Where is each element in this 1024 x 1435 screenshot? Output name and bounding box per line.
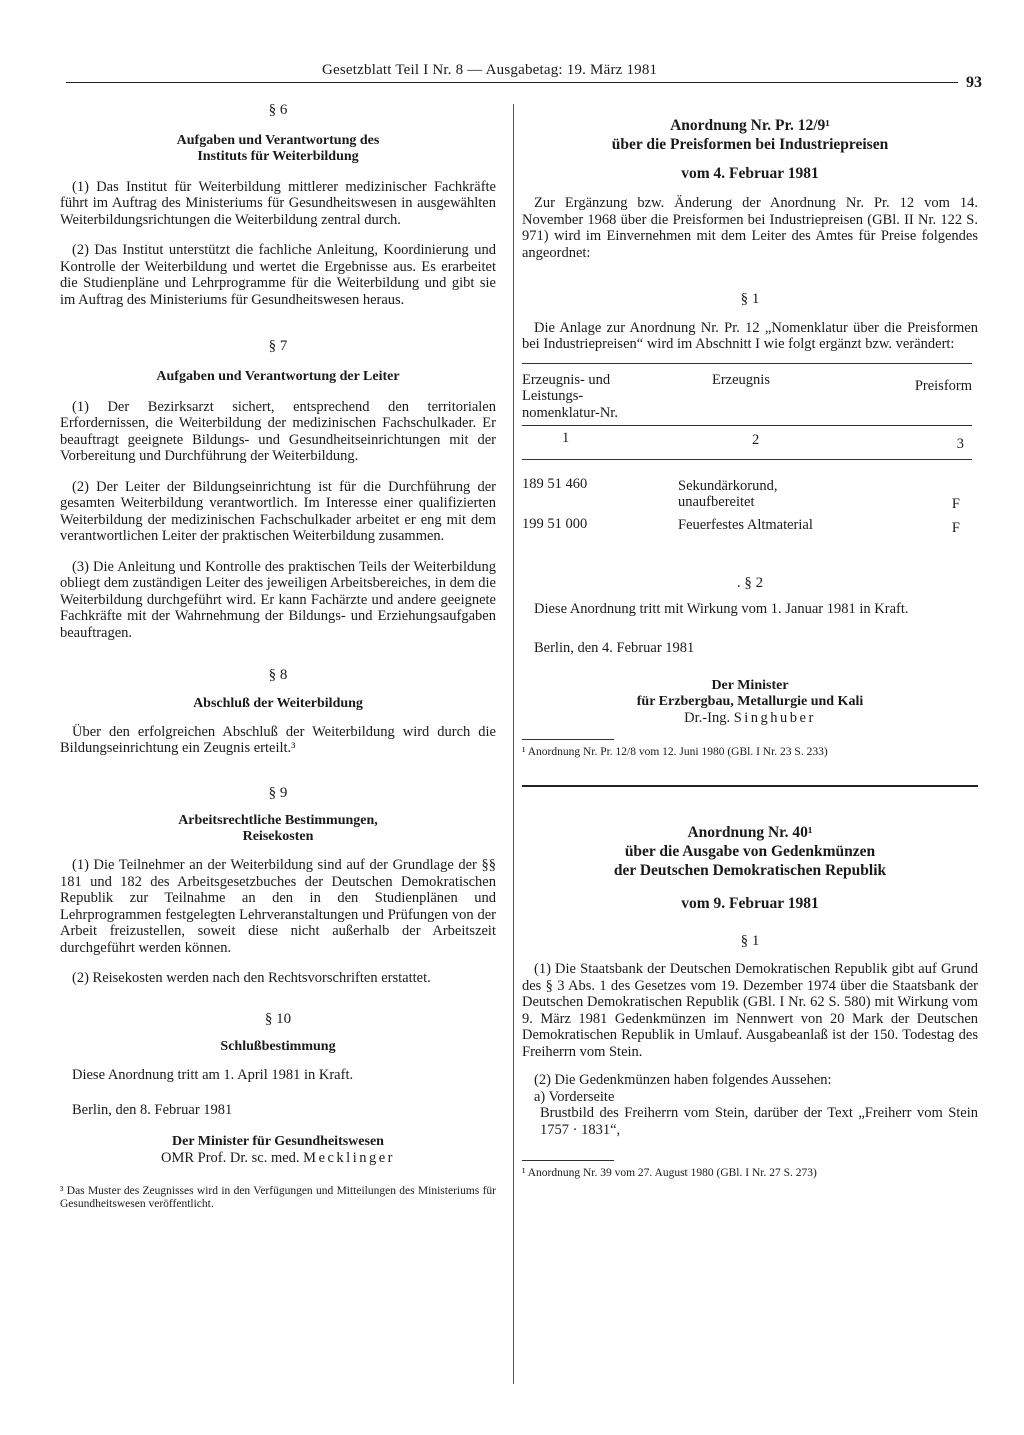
page-number: 93 (966, 74, 982, 91)
ordinance-subtitle: der Deutschen Demokratischen Republik (613, 861, 887, 879)
footnote-rule (522, 739, 614, 740)
column-number: 3 (956, 436, 964, 452)
paragraph: Diese Anordnung tritt am 1. April 1981 in Kraft. (72, 1067, 354, 1083)
table-cell-name: Feuerfestes Altmaterial (678, 517, 813, 533)
paragraph: (2) Das Institut unterstützt die fachliche Anleitung, Koordinierung und Kontrolle der Weiterbildung und wertet die Ergebnisse aus. Es erarbeitet die Studienpläne und Lehrprogramme für die Weiterbildung und gibt sie im Auftrag des Ministeriums für Gesundheitswesen heraus. (60, 242, 496, 308)
table-cell-name (642, 459, 889, 512)
section-number: . § 2 (736, 574, 764, 591)
paragraph: (1) Der Bezirksarzt sichert, entsprechend den territorialen Erfordernissen, die Weiterbildung der medizinischen Fachschulkader. Er beauftragt geeignete Bildungs- und Gesundheitseinrichtungen mit der Vorbereitung und Durchführung der Weiterbildung. (60, 398, 496, 464)
table-header-row (522, 364, 972, 426)
section-number: § 6 (268, 102, 288, 118)
column-header: Erzeugnis- und Leistungs-nomenklatur-Nr. (522, 371, 618, 421)
section-number: § 1 (740, 291, 760, 307)
footnote: ¹ Anordnung Nr. 39 vom 27. August 1980 (GBl. I Nr. 27 S. 273) (522, 1167, 817, 1179)
section-separator (522, 785, 978, 787)
table-row (522, 459, 972, 512)
ordinance-date: vom 9. Februar 1981 (681, 894, 819, 912)
column-header: Erzeugnis (712, 371, 770, 388)
signatory-name (60, 1150, 496, 1167)
paragraph: Über den erfolgreichen Abschluß der Weiterbildung wird durch die Bildungseinrichtung ein Zeugnis erteilt.³ (60, 723, 496, 756)
ordinance-subtitle: über die Preisformen bei Industriepreisen (611, 136, 889, 153)
table-number-row (522, 426, 972, 460)
paragraph: (2) Reisekosten werden nach den Rechtsvorschriften erstattet. (72, 970, 431, 986)
section-number: § 9 (268, 784, 288, 801)
running-header: Gesetzblatt Teil I Nr. 8 — Ausgabetag: 19. März 1981 (322, 62, 658, 78)
footnote: ³ Das Muster des Zeugnisses wird in den Verfügungen und Mitteilungen des Ministeriums für Gesundheitswesen veröffentlicht. (60, 1184, 496, 1210)
column-divider (513, 104, 514, 1384)
footnote: ¹ Anordnung Nr. Pr. 12/8 vom 12. Juni 1980 (GBl. I Nr. 23 S. 233) (522, 745, 828, 758)
section-title: Aufgaben und Verantwortung der Leiter (156, 368, 400, 384)
section-number: § 10 (264, 1010, 292, 1027)
section-title: Reisekosten (242, 829, 314, 844)
table-cell-form: F (951, 495, 960, 512)
section-number: § 1 (740, 932, 760, 949)
place-date: Berlin, den 8. Februar 1981 (72, 1101, 233, 1118)
signatory-prefix: Dr.-Ing. (684, 710, 731, 726)
paragraph: (1) Das Institut für Weiterbildung mittlerer medizinischer Fachkräfte führt im Auftrag des Ministeriums für Gesundheitswesen in ausgewählten Weiterbildungsrichtungen die Weiterbildung zentral durch. (60, 178, 496, 228)
section-title: Abschluß der Weiterbildung (193, 695, 363, 711)
table-cell-nr: 189 51 460 (522, 475, 588, 492)
right-column (522, 116, 978, 1180)
section-title: Arbeitsrechtliche Bestimmungen, (178, 813, 378, 828)
signatory-surname: Singhuber (733, 710, 816, 726)
paragraph: (3) Die Anleitung und Kontrolle des praktischen Teils der Weiterbildung obliegt dem zuständigen Leiter des jeweiligen Arbeitsbereiches, in dem die Weiterbildung durchgeführt wird. Er kann Fachärzte und andere geeignete Fachkräfte mit der Wahrnehmung der Bildungs- und Erziehungsaufgaben beauftragen. (60, 558, 496, 641)
section-title: Instituts für Weiterbildung (197, 148, 359, 164)
price-table-grid (522, 364, 972, 537)
list-item-text: Brustbild des Freiherrn vom Stein, darüber der Text „Freiherr vom Stein 1757 · 1831“, (540, 1105, 978, 1138)
signatory-title: Der Minister (711, 678, 789, 693)
column-header: Preisform (914, 377, 972, 394)
section-number: § 8 (268, 667, 288, 683)
section-number: § 7 (268, 338, 288, 354)
paragraph: (2) Die Gedenkmünzen haben folgendes Aussehen: (534, 1072, 832, 1088)
place-date: Berlin, den 4. Februar 1981 (534, 639, 695, 656)
ordinance-title: Anordnung Nr. Pr. 12/9¹ (670, 117, 830, 134)
product-name-cont: unaufbereitet (678, 494, 755, 510)
column-number: 1 (562, 430, 570, 446)
ordinance-title: Anordnung Nr. 40¹ (687, 823, 813, 841)
signatory-surname: Mecklinger (303, 1150, 396, 1166)
table-cell-nr: 199 51 000 (522, 516, 588, 532)
signatory-title: Der Minister für Gesundheitswesen (172, 1134, 384, 1149)
paragraph: (2) Der Leiter der Bildungseinrichtung ist für die Durchführung der gesamten Weiterbildung verantwortlich. Im Interesse einer qualifizierten Weiterbildung der medizinischen Fachschulkader arbeitet er eng mit dem verantwortlichen Leiter der praktischen Weiterbildung zusammen. (60, 478, 496, 544)
ordinance-subtitle: über die Ausgabe von Gedenkmünzen (624, 842, 876, 860)
footnote-rule (522, 1160, 614, 1161)
product-name: Sekundärkorund, (678, 477, 778, 494)
paragraph: (1) Die Staatsbank der Deutschen Demokratischen Republik gibt auf Grund des § 3 Abs. 1 des Gesetzes vom 19. Dezember 1974 über die Staatsbank der Deutschen Demokratischen Republik (GBl. I Nr. 62 S. 580) mit Wirkung vom 9. März 1981 Gedenkmünzen im Nennwert von 20 Mark der Deutschen Demokratischen Republik in Umlauf. Ausgabeanlaß ist der 150. Todestag des Freiherrn vom Stein. (522, 961, 978, 1060)
table-row (522, 512, 972, 537)
ordinance-date: vom 4. Februar 1981 (681, 165, 819, 182)
signatory-name (522, 710, 978, 727)
paragraph: (1) Die Teilnehmer an der Weiterbildung sind auf der Grundlage der §§ 181 und 182 des Arbeitsgesetzbuches der Deutschen Demokratischen Republik zur Teilnahme an den in den Studienplänen und Lehrprogrammen festgelegten Lehrveranstaltungen und Prüfungen von der Arbeit freizustellen, soweit diese nicht außerhalb der Arbeitszeit durchgeführt werden können. (60, 857, 496, 956)
column-number: 2 (752, 432, 760, 448)
paragraph: Zur Ergänzung bzw. Änderung der Anordnung Nr. Pr. 12 vom 14. November 1968 über die Preisformen bei Industriepreisen (GBl. II Nr. 122 S. 971) wird im Einvernehmen mit dem Leiter des Amtes für Preise folgendes angeordnet: (522, 195, 978, 261)
table-cell-form: F (951, 520, 960, 536)
section-title: Schlußbestimmung (220, 1039, 336, 1054)
signatory-prefix: OMR Prof. Dr. sc. med. (160, 1150, 300, 1166)
price-table (522, 363, 972, 537)
paragraph: Diese Anordnung tritt mit Wirkung vom 1. Januar 1981 in Kraft. (534, 601, 909, 617)
paragraph: Die Anlage zur Anordnung Nr. Pr. 12 „Nomenklatur über die Preisformen bei Industriepreisen“ wird im Abschnitt I wie folgt ergänzt bzw. verändert: (522, 319, 978, 352)
section-title: Aufgaben und Verantwortung des (176, 132, 380, 148)
left-column (60, 102, 496, 1211)
signatory-title: für Erzbergbau, Metallurgie und Kali (636, 694, 864, 709)
header-rule (66, 82, 958, 83)
list-item-label: a) Vorderseite (534, 1088, 615, 1105)
